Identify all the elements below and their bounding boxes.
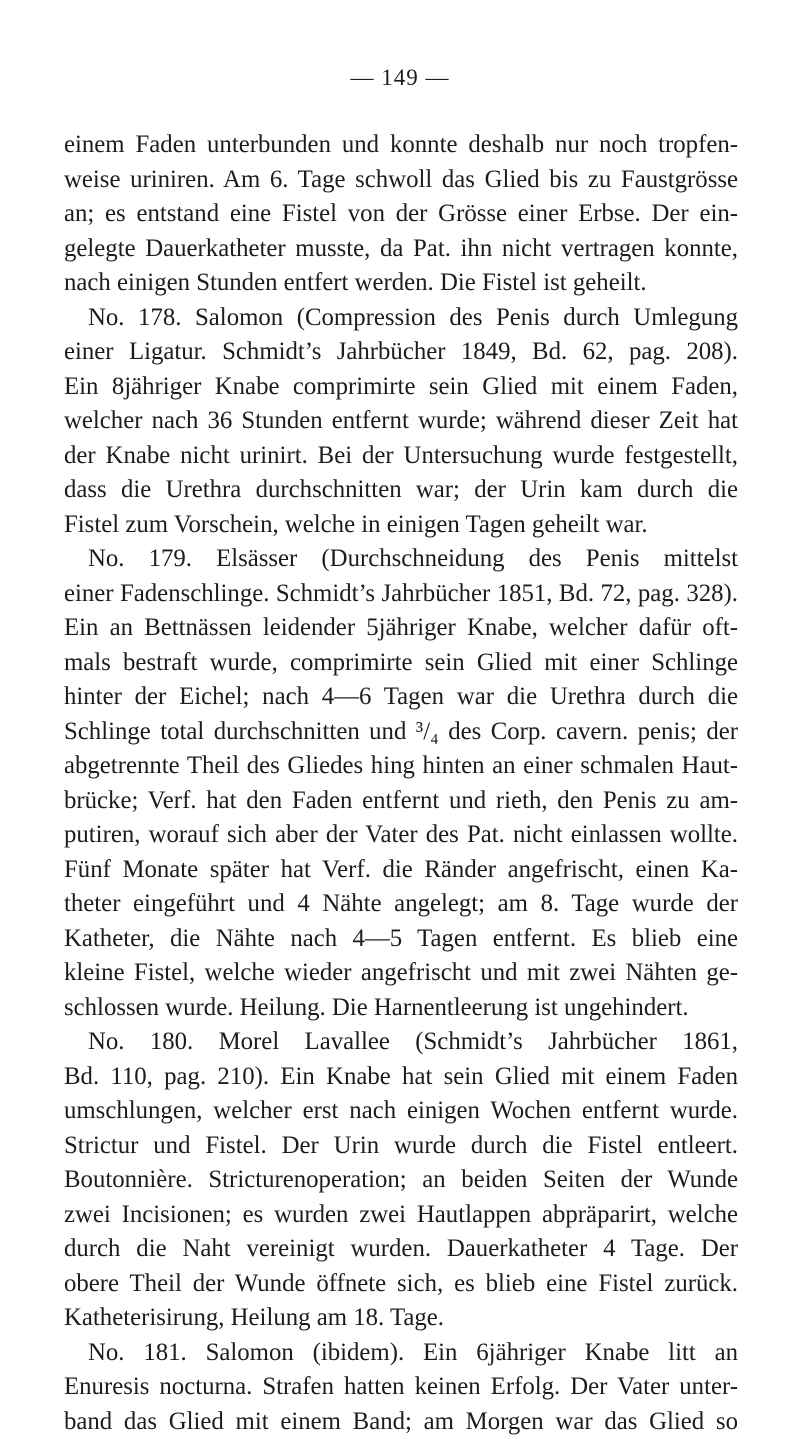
text-line: brücke; Verf. hat den Faden entfernt und rieth, den Penis zu am- — [64, 784, 738, 819]
entry-heading-line: No. 178. Salomon (Compression des Penis durch Umlegung — [64, 301, 738, 336]
text-line: an; es entstand eine Fistel von der Grösse einer Erbse. Der ein- — [64, 197, 738, 232]
entry-heading-line: No. 179. Elsässer (Durchschneidung des Penis mittelst — [64, 542, 738, 577]
page-number: — 149 — — [0, 64, 800, 92]
text-line: abgetrennte Theil des Gliedes hing hinten an einer schmalen Haut- — [64, 749, 738, 784]
text-line: Fistel zum Vorschein, welche in einigen Tagen geheilt war. — [64, 508, 738, 543]
text-line: umschlungen, welcher erst nach einigen Wochen entfernt wurde. — [64, 1094, 738, 1129]
text-line: weise uriniren. Am 6. Tage schwoll das Glied bis zu Faustgrösse — [64, 163, 738, 198]
text-line: nach einigen Stunden entfert werden. Die Fistel ist geheilt. — [64, 266, 738, 301]
text-line: band das Glied mit einem Band; am Morgen war das Glied so — [64, 1405, 738, 1439]
text-line: Boutonnière. Stricturenoperation; an beiden Seiten der Wunde — [64, 1163, 738, 1198]
entry-heading-line: No. 180. Morel Lavallee (Schmidt’s Jahrbücher 1861, — [64, 1025, 738, 1060]
text-line: Strictur und Fistel. Der Urin wurde durch die Fistel entleert. — [64, 1129, 738, 1164]
body-text — [64, 128, 738, 1439]
text-line: dass die Urethra durchschnitten war; der Urin kam durch die — [64, 473, 738, 508]
text-line: welcher nach 36 Stunden entfernt wurde; während dieser Zeit hat — [64, 404, 738, 439]
text-line: Bd. 110, pag. 210). Ein Knabe hat sein Glied mit einem Faden — [64, 1060, 738, 1095]
text-line: schlossen wurde. Heilung. Die Harnentleerung ist ungehindert. — [64, 991, 738, 1026]
text-line: hinter der Eichel; nach 4—6 Tagen war die Urethra durch die — [64, 680, 738, 715]
text-line: Enuresis nocturna. Strafen hatten keinen Erfolg. Der Vater unter- — [64, 1370, 738, 1405]
text-line: Katheterisirung, Heilung am 18. Tage. — [64, 1301, 738, 1336]
text-line: Ein 8jähriger Knabe comprimirte sein Glied mit einem Faden, — [64, 370, 738, 405]
text-line: einer Fadenschlinge. Schmidt’s Jahrbücher 1851, Bd. 72, pag. 328). — [64, 577, 738, 612]
entry-heading-line: No. 181. Salomon (ibidem). Ein 6jähriger Knabe litt an — [64, 1336, 738, 1371]
text-line: einer Ligatur. Schmidt’s Jahrbücher 1849, Bd. 62, pag. 208). — [64, 335, 738, 370]
text-line: der Knabe nicht urinirt. Bei der Untersuchung wurde festgestellt, — [64, 439, 738, 474]
text-line: mals bestraft wurde, comprimirte sein Glied mit einer Schlinge — [64, 646, 738, 681]
text-line: durch die Naht vereinigt wurden. Dauerkatheter 4 Tage. Der — [64, 1232, 738, 1267]
text-line: Fünf Monate später hat Verf. die Ränder angefrischt, einen Ka- — [64, 853, 738, 888]
text-line: kleine Fistel, welche wieder angefrischt und mit zwei Nähten ge- — [64, 956, 738, 991]
text-line: gelegte Dauerkatheter musste, da Pat. ihn nicht vertragen konnte, — [64, 232, 738, 267]
text-line: zwei Incisionen; es wurden zwei Hautlappen abpräparirt, welche — [64, 1198, 738, 1233]
text-line: einem Faden unterbunden und konnte deshalb nur noch tropfen- — [64, 128, 738, 163]
text-line: Katheter, die Nähte nach 4—5 Tagen entfernt. Es blieb eine — [64, 922, 738, 957]
text-line: Ein an Bettnässen leidender 5jähriger Knabe, welcher dafür oft- — [64, 611, 738, 646]
text-line: theter eingeführt und 4 Nähte angelegt; am 8. Tage wurde der — [64, 887, 738, 922]
text-line: putiren, worauf sich aber der Vater des Pat. nicht einlassen wollte. — [64, 818, 738, 853]
text-line: obere Theil der Wunde öffnete sich, es blieb eine Fistel zurück. — [64, 1267, 738, 1302]
text-line: Schlinge total durchschnitten und ³/₄ des Corp. cavern. penis; der — [64, 715, 738, 750]
